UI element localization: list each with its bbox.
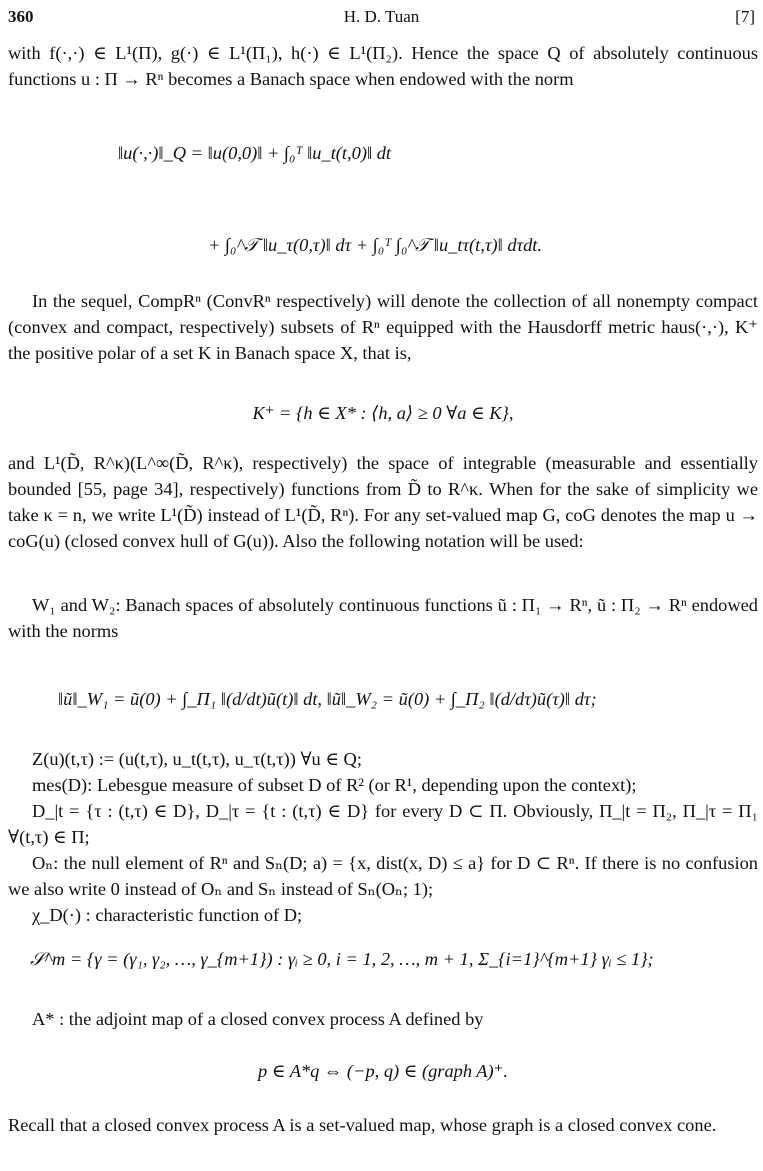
- notation-list: [8, 746, 758, 928]
- paragraph-w-spaces: [8, 592, 758, 644]
- paragraph-text: Recall that a closed convex process A is a set-valued map, whose graph is a closed convex cone.: [8, 1115, 717, 1135]
- adjoint-definition: A* : the adjoint map of a closed convex process A defined by: [32, 1009, 484, 1029]
- null-element-definition: Oₙ: the null element of Rⁿ and Sₙ(D; a) = {x, dist(x, D) ≤ a} for D ⊂ Rⁿ. If there is no confusion we also write 0 instead of Oₙ and Sₙ instead of Sₙ(Oₙ; 1);: [8, 853, 758, 899]
- positive-polar-definition: K⁺ = {h ∈ X* : ⟨h, a⟩ ≥ 0 ∀a ∈ K},: [252, 403, 514, 423]
- adjoint-intro: [8, 1006, 758, 1032]
- running-title: H. D. Tuan: [343, 7, 420, 26]
- mes-definition: mes(D): Lebesgue measure of subset D of R² (or R¹, depending upon the context);: [32, 775, 637, 795]
- page-number: 360: [8, 7, 34, 26]
- norm-equation-line-2: + ∫₀^𝒯 ‖u_τ(0,τ)‖ dτ + ∫₀ᵀ ∫₀^𝒯 ‖u_tτ(t,τ)‖ dτdt.: [208, 235, 543, 255]
- paragraph-text: and L¹(D̃, R^κ)(L^∞(D̃, R^κ), respectively) the space of integrable (measurable and essentially bounded [55, page 34], respectively) functions from D̃ to R^κ. When for the sake of simplicity we take κ = n, we write L¹(D̃) instead of L¹(D̃, Rⁿ). For any set-valued map G, coG denotes the map u → coG(u) (closed convex hull of G(u)). Also the following notation will be used:: [8, 453, 758, 551]
- paragraph-text: In the sequel, CompRⁿ (ConvRⁿ respectively) will denote the collection of all nonempty compact (convex and compact, respectively) subsets of Rⁿ equipped with the Hausdorff metric haus(·,·), K⁺ the positive polar of a set K in Banach space X, that is,: [8, 291, 758, 363]
- paragraph-text: with f(·,·) ∈ L¹(Π), g(·) ∈ L¹(Π₁), h(·) ∈ L¹(Π₂). Hence the space Q of absolutely continuous functions u : Π → Rⁿ becomes a Banach space when endowed with the norm: [8, 43, 758, 89]
- paragraph-text: W₁ and W₂: Banach spaces of absolutely continuous functions ũ : Π₁ → Rⁿ, ũ : Π₂ → Rⁿ endowed with the norms: [8, 595, 758, 641]
- adjoint-formula: p ∈ A*q ⇔ (−p, q) ∈ (graph A)⁺.: [258, 1061, 508, 1081]
- page-header: [8, 4, 755, 28]
- paragraph-norm-intro: [8, 40, 758, 92]
- paragraph-closed-convex-process: [8, 1112, 758, 1138]
- characteristic-function-definition: χ_D(·) : characteristic function of D;: [32, 905, 303, 925]
- simplex-definition: 𝒮^m = {γ = (γ₁, γ₂, …, γ_{m+1}) : γᵢ ≥ 0, i = 1, 2, …, m + 1, Σ_{i=1}^{m+1} γᵢ ≤ 1};: [30, 949, 654, 969]
- d-slice-definition: D_|t = {τ : (t,τ) ∈ D}, D_|τ = {t : (t,τ) ∈ D} for every D ⊂ Π. Obviously, Π_|t = Π₂, Π_|τ = Π₁ ∀(t,τ) ∈ Π;: [8, 801, 758, 847]
- paragraph-function-spaces: [8, 450, 758, 554]
- section-ref: [7]: [735, 7, 755, 26]
- paragraph-sequel: [8, 288, 758, 366]
- w-norms-equation: ‖ũ‖_W₁ = ũ(0) + ∫_Π₁ ‖(d/dt)ũ(t)‖ dt, ‖ũ‖_W₂ = ũ(0) + ∫_Π₂ ‖(d/dτ)ũ(τ)‖ dτ;: [58, 689, 597, 709]
- z-definition: Z(u)(t,τ) := (u(t,τ), u_t(t,τ), u_τ(t,τ)) ∀u ∈ Q;: [32, 749, 362, 769]
- norm-equation-line-1: ‖u(·,·)‖_Q = ‖u(0,0)‖ + ∫₀ᵀ ‖u_t(t,0)‖ dt: [118, 143, 392, 163]
